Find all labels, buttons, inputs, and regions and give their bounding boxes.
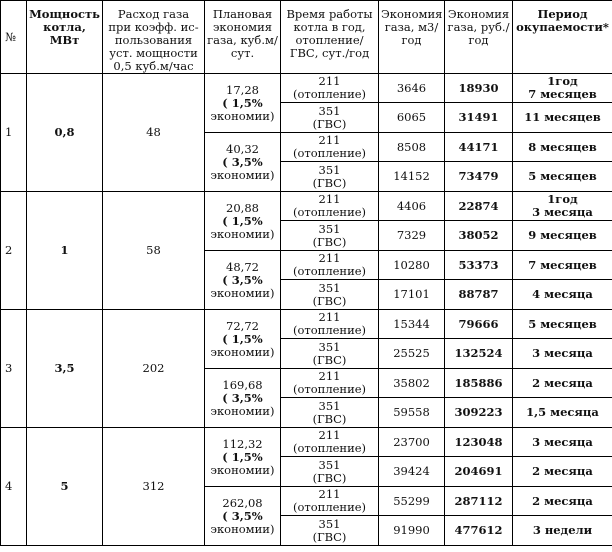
savings-percent: ( 1,5% bbox=[222, 331, 263, 346]
row-number: 4 bbox=[1, 428, 27, 546]
planned-savings-value: 72,72 bbox=[226, 318, 259, 333]
operating-time-cell bbox=[281, 103, 379, 133]
savings-m3-value: 4406 bbox=[379, 192, 445, 221]
savings-m3-value: 25525 bbox=[379, 339, 445, 369]
operating-mode: (ГВС) bbox=[312, 470, 347, 485]
savings-m3-value: 8508 bbox=[379, 133, 445, 162]
savings-percent-note: экономии) bbox=[210, 403, 275, 418]
savings-percent: ( 3,5% bbox=[222, 508, 263, 523]
table-body bbox=[1, 74, 612, 546]
boiler-power-value: 1 bbox=[27, 192, 103, 310]
planned-savings-cell bbox=[205, 428, 281, 487]
savings-rub-value: 53373 bbox=[445, 251, 513, 280]
planned-savings-cell bbox=[205, 369, 281, 428]
operating-mode: (отопление) bbox=[292, 87, 367, 101]
gas-flow-value: 58 bbox=[103, 192, 205, 310]
payback-period-value: 1,5 месяца bbox=[526, 405, 599, 419]
operating-days: 351 bbox=[318, 398, 341, 413]
operating-days: 351 bbox=[318, 457, 341, 472]
planned-savings-value: 169,68 bbox=[222, 377, 263, 392]
payback-period-value: 4 месяца bbox=[532, 287, 593, 301]
operating-time-cell bbox=[281, 133, 379, 162]
operating-mode: (ГВС) bbox=[312, 293, 347, 308]
operating-mode: (отопление) bbox=[292, 264, 367, 278]
header-savings-m3: Экономия газа, м3/год bbox=[379, 1, 445, 74]
operating-mode: (отопление) bbox=[292, 382, 367, 396]
payback-period-cell bbox=[513, 428, 612, 457]
savings-percent-note: экономии) bbox=[210, 462, 275, 477]
operating-time-cell bbox=[281, 74, 379, 103]
operating-mode: (ГВС) bbox=[312, 175, 347, 190]
savings-rub-value: 123048 bbox=[445, 428, 513, 457]
operating-time-cell bbox=[281, 192, 379, 221]
savings-rub-value: 22874 bbox=[445, 192, 513, 221]
payback-period-cell bbox=[513, 192, 612, 221]
gas-flow-value: 48 bbox=[103, 74, 205, 192]
boiler-power-value: 3,5 bbox=[27, 310, 103, 428]
payback-period-cell bbox=[513, 133, 612, 162]
payback-period-cell bbox=[513, 251, 612, 280]
planned-savings-value: 20,88 bbox=[226, 200, 259, 215]
row-number: 2 bbox=[1, 192, 27, 310]
operating-mode: (отопление) bbox=[292, 205, 367, 219]
savings-m3-value: 35802 bbox=[379, 369, 445, 398]
payback-period-cell bbox=[513, 457, 612, 487]
header-savings-rub: Экономия газа, руб./год bbox=[445, 1, 513, 74]
operating-time-cell bbox=[281, 428, 379, 457]
savings-percent: ( 1,5% bbox=[222, 213, 263, 228]
operating-mode: (ГВС) bbox=[312, 234, 347, 249]
planned-savings-cell bbox=[205, 310, 281, 369]
payback-period-cell bbox=[513, 310, 612, 339]
operating-time-cell bbox=[281, 457, 379, 487]
savings-rub-value: 79666 bbox=[445, 310, 513, 339]
savings-m3-value: 39424 bbox=[379, 457, 445, 487]
payback-period-cell bbox=[513, 74, 612, 103]
gas-flow-value: 312 bbox=[103, 428, 205, 546]
operating-time-cell bbox=[281, 221, 379, 251]
operating-time-cell bbox=[281, 310, 379, 339]
table-row bbox=[1, 192, 612, 221]
operating-days: 351 bbox=[318, 221, 341, 236]
operating-days: 351 bbox=[318, 162, 341, 177]
payback-period-value: 3 месяца bbox=[532, 205, 593, 219]
payback-period-value: 9 месяцев bbox=[528, 228, 597, 242]
savings-m3-value: 91990 bbox=[379, 516, 445, 546]
operating-time-cell bbox=[281, 487, 379, 516]
operating-mode: (ГВС) bbox=[312, 116, 347, 131]
payback-period-cell bbox=[513, 103, 612, 133]
operating-days: 211 bbox=[318, 369, 341, 383]
operating-time-cell bbox=[281, 398, 379, 428]
savings-percent-note: экономии) bbox=[210, 167, 275, 182]
planned-savings-value: 48,72 bbox=[226, 259, 259, 274]
operating-days: 351 bbox=[318, 280, 341, 295]
savings-percent-note: экономии) bbox=[210, 521, 275, 536]
boiler-power-value: 0,8 bbox=[27, 74, 103, 192]
header-boiler-power: Мощность котла, МВт bbox=[27, 1, 103, 74]
header-gas-flow: Расход газа при коэфф. ис-пользования уст. мощности 0,5 куб.м/час bbox=[103, 1, 205, 74]
payback-period-value: 7 месяцев bbox=[528, 257, 597, 272]
operating-days: 351 bbox=[318, 103, 341, 118]
savings-rub-value: 73479 bbox=[445, 162, 513, 192]
table-row bbox=[1, 428, 612, 457]
row-number: 1 bbox=[1, 74, 27, 192]
savings-m3-value: 6065 bbox=[379, 103, 445, 133]
operating-days: 211 bbox=[318, 74, 341, 88]
payback-period-cell bbox=[513, 339, 612, 369]
header-operating-time: Время работы котла в год, отопление/ГВС, сут./год bbox=[281, 1, 379, 74]
planned-savings-value: 112,32 bbox=[222, 436, 263, 451]
operating-days: 351 bbox=[318, 339, 341, 354]
operating-mode: (отопление) bbox=[292, 441, 367, 455]
payback-period-value: 1год bbox=[547, 74, 578, 88]
payback-period-value: 2 месяца bbox=[532, 493, 593, 508]
savings-m3-value: 7329 bbox=[379, 221, 445, 251]
row-number: 3 bbox=[1, 310, 27, 428]
payback-period-value: 3 месяца bbox=[532, 346, 593, 360]
table-row bbox=[1, 310, 612, 339]
payback-period-value: 11 месяцев bbox=[524, 110, 601, 124]
payback-period-value: 8 месяцев bbox=[528, 139, 597, 154]
planned-savings-value: 40,32 bbox=[226, 141, 259, 156]
savings-m3-value: 17101 bbox=[379, 280, 445, 310]
savings-m3-value: 23700 bbox=[379, 428, 445, 457]
payback-period-value: 5 месяцев bbox=[528, 316, 597, 331]
operating-mode: (ГВС) bbox=[312, 529, 347, 544]
operating-days: 211 bbox=[318, 487, 341, 501]
operating-days: 211 bbox=[318, 251, 341, 265]
payback-period-cell bbox=[513, 516, 612, 546]
savings-rub-value: 18930 bbox=[445, 74, 513, 103]
payback-period-value: 2 месяца bbox=[532, 375, 593, 390]
operating-mode: (ГВС) bbox=[312, 411, 347, 426]
savings-percent-note: экономии) bbox=[210, 344, 275, 359]
savings-percent: ( 3,5% bbox=[222, 154, 263, 169]
payback-period-value: 3 недели bbox=[532, 523, 593, 537]
savings-rub-value: 309223 bbox=[445, 398, 513, 428]
header-planned-savings: Плановая экономия газа, куб.м/сут. bbox=[205, 1, 281, 74]
table-row bbox=[1, 74, 612, 103]
payback-period-cell bbox=[513, 398, 612, 428]
savings-percent: ( 1,5% bbox=[222, 95, 263, 110]
savings-m3-value: 14152 bbox=[379, 162, 445, 192]
savings-rub-value: 477612 bbox=[445, 516, 513, 546]
operating-time-cell bbox=[281, 516, 379, 546]
header-number: № bbox=[1, 1, 27, 74]
savings-m3-value: 59558 bbox=[379, 398, 445, 428]
savings-rub-value: 44171 bbox=[445, 133, 513, 162]
payback-period-cell bbox=[513, 162, 612, 192]
savings-percent-note: экономии) bbox=[210, 108, 275, 123]
operating-mode: (отопление) bbox=[292, 500, 367, 514]
planned-savings-cell bbox=[205, 192, 281, 251]
savings-percent: ( 1,5% bbox=[222, 449, 263, 464]
operating-time-cell bbox=[281, 162, 379, 192]
operating-days: 211 bbox=[318, 310, 341, 324]
boiler-power-value: 5 bbox=[27, 428, 103, 546]
savings-m3-value: 3646 bbox=[379, 74, 445, 103]
savings-percent: ( 3,5% bbox=[222, 272, 263, 287]
operating-time-cell bbox=[281, 280, 379, 310]
operating-days: 211 bbox=[318, 133, 341, 147]
payback-period-value: 2 месяца bbox=[532, 464, 593, 478]
operating-days: 351 bbox=[318, 516, 341, 531]
savings-m3-value: 55299 bbox=[379, 487, 445, 516]
savings-m3-value: 15344 bbox=[379, 310, 445, 339]
operating-mode: (отопление) bbox=[292, 323, 367, 337]
savings-rub-value: 88787 bbox=[445, 280, 513, 310]
savings-percent: ( 3,5% bbox=[222, 390, 263, 405]
operating-days: 211 bbox=[318, 192, 341, 206]
savings-rub-value: 204691 bbox=[445, 457, 513, 487]
operating-time-cell bbox=[281, 369, 379, 398]
payback-period-cell bbox=[513, 369, 612, 398]
payback-period-value: 7 месяцев bbox=[528, 87, 597, 101]
savings-rub-value: 31491 bbox=[445, 103, 513, 133]
operating-mode: (отопление) bbox=[292, 146, 367, 160]
operating-days: 211 bbox=[318, 428, 341, 442]
planned-savings-value: 262,08 bbox=[222, 495, 263, 510]
operating-time-cell bbox=[281, 251, 379, 280]
savings-m3-value: 10280 bbox=[379, 251, 445, 280]
payback-period-cell bbox=[513, 221, 612, 251]
savings-rub-value: 132524 bbox=[445, 339, 513, 369]
savings-rub-value: 287112 bbox=[445, 487, 513, 516]
header-payback-period: Период окупаемости* bbox=[513, 1, 612, 74]
planned-savings-cell bbox=[205, 74, 281, 133]
savings-percent-note: экономии) bbox=[210, 285, 275, 300]
payback-period-cell bbox=[513, 487, 612, 516]
savings-percent-note: экономии) bbox=[210, 226, 275, 241]
planned-savings-value: 17,28 bbox=[226, 82, 259, 97]
operating-mode: (ГВС) bbox=[312, 352, 347, 367]
savings-rub-value: 185886 bbox=[445, 369, 513, 398]
operating-time-cell bbox=[281, 339, 379, 369]
payback-period-value: 5 месяцев bbox=[528, 169, 597, 183]
payback-period-value: 3 месяца bbox=[532, 434, 593, 449]
gas-flow-value: 202 bbox=[103, 310, 205, 428]
header-row bbox=[1, 1, 612, 74]
savings-rub-value: 38052 bbox=[445, 221, 513, 251]
planned-savings-cell bbox=[205, 487, 281, 546]
payback-period-cell bbox=[513, 280, 612, 310]
planned-savings-cell bbox=[205, 133, 281, 192]
payback-period-value: 1год bbox=[547, 192, 578, 206]
planned-savings-cell bbox=[205, 251, 281, 310]
